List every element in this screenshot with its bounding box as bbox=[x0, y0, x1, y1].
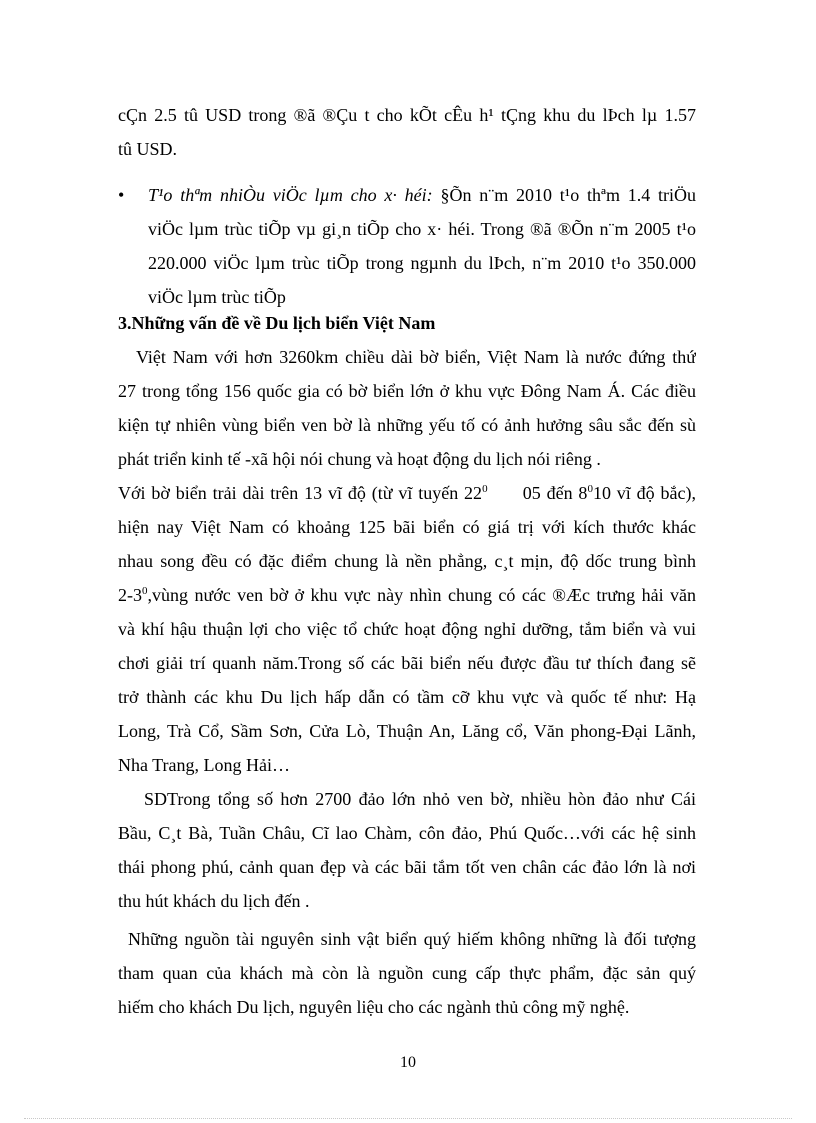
section-heading: 3.Những vấn đề về Du lịch biển Việt Nam bbox=[118, 313, 436, 333]
bullet-lead: T¹o thªm nhiÒu viÖc lµm cho x· héi: bbox=[148, 185, 433, 205]
text-line: hiện nay Việt Nam có khoảng 125 bãi biển có giá trị với kích thước khác bbox=[118, 517, 696, 537]
page-number: 10 bbox=[400, 1054, 416, 1071]
text-fragment: Với bờ biển trải dài trên 13 vĩ độ (từ vĩ tuyến 22 bbox=[118, 483, 483, 503]
paragraph-investment bbox=[118, 98, 696, 166]
bullet-icon: • bbox=[118, 185, 125, 205]
text-line: Bầu, C¸t Bà, Tuần Châu, Cĩ lao Chàm, côn đảo, Phú Quốc…với các hệ sinh bbox=[118, 823, 696, 843]
text-line: Long, Trà Cổ, Sầm Sơn, Cửa Lò, Thuận An, Lăng cổ, Văn phong-Đại Lãnh, bbox=[118, 721, 696, 741]
text-fragment: 05 đến 8 bbox=[487, 483, 588, 503]
text-line bbox=[118, 578, 696, 612]
text-line: viÖc lµm trùc tiÕp vµ gi¸n tiÕp cho x· héi. Trong ®ã ®Õn n¨m 2005 t¹o bbox=[148, 219, 696, 239]
text-line: trở thành các khu Du lịch hấp dẫn có tầm cỡ khu vực và quốc tế như: Hạ bbox=[118, 687, 696, 707]
text-line: 27 trong tổng 156 quốc gia có bờ biển lớn ở khu vực Đông Nam Á. Các điều bbox=[118, 381, 696, 401]
text-line bbox=[118, 476, 696, 510]
text-line: SDTrong tổng số hơn 2700 đảo lớn nhỏ ven bờ, nhiều hòn đảo như Cái bbox=[144, 789, 696, 809]
text-line: thu hút khách du lịch đến . bbox=[118, 891, 310, 911]
paragraph-coastline-first bbox=[136, 340, 696, 374]
degree-superscript: 0 bbox=[587, 483, 593, 495]
text-line: thái phong phú, cảnh quan đẹp và các bãi tắm tốt ven chân các đảo lớn là nơi bbox=[118, 857, 696, 877]
paragraph-islands bbox=[118, 816, 696, 918]
text-fragment: 10 vĩ độ bắc), bbox=[592, 483, 696, 503]
footer-divider bbox=[24, 1118, 792, 1119]
text-line: cÇn 2.5 tû USD trong ®ã ®Çu t cho kÕt cÊu h¹ tÇng khu du lÞch lµ 1.57 bbox=[118, 105, 696, 125]
paragraph-beaches bbox=[118, 476, 696, 782]
text-fragment: 2-3 bbox=[118, 585, 142, 605]
degree-superscript: 0 bbox=[142, 585, 148, 597]
bullet-body bbox=[148, 178, 696, 314]
text-fragment: ,vùng nước ven bờ ở khu vực này nhìn chung có các ®Æc trưng hải văn bbox=[147, 585, 696, 605]
text-line: viÖc lµm trùc tiÕp bbox=[148, 287, 286, 307]
text-line: phát triển kinh tế -xã hội nói chung và hoạt động du lịch nói riêng . bbox=[118, 449, 601, 469]
text-line: tû USD. bbox=[118, 139, 178, 159]
paragraph-resources bbox=[118, 956, 696, 1024]
paragraph-resources-first bbox=[128, 922, 696, 956]
paragraph-islands-first bbox=[144, 782, 696, 816]
text-line: Nha Trang, Long Hải… bbox=[118, 755, 290, 775]
text-line: kiện tự nhiên vùng biển ven bờ là những yếu tố có ảnh hưởng sâu sắc đến sù bbox=[118, 415, 696, 435]
text-line: Những nguồn tài nguyên sinh vật biển quý hiếm không những là đối tượng bbox=[128, 929, 696, 949]
text-line: và khí hậu thuận lợi cho việc tổ chức hoạt động nghỉ dưỡng, tắm biển và vui bbox=[118, 619, 696, 639]
text-line: Việt Nam với hơn 3260km chiều dài bờ biển, Việt Nam là nước đứng thứ bbox=[136, 347, 696, 367]
degree-superscript: 0 bbox=[482, 483, 488, 495]
bullet-lead-rest: §Õn n¨m 2010 t¹o thªm 1.4 triÖu bbox=[432, 185, 696, 205]
text-line: hiếm cho khách Du lịch, nguyên liệu cho các ngành thủ công mỹ nghệ. bbox=[118, 997, 630, 1017]
paragraph-coastline bbox=[118, 374, 696, 476]
text-line: 220.000 viÖc lµm trùc tiÕp trong ngµnh du lÞch, n¨m 2010 t¹o 350.000 bbox=[148, 253, 696, 273]
text-line bbox=[148, 178, 696, 212]
text-line: chơi giải trí quanh năm.Trong số các bãi biển nếu được đầu tư thích đang sẽ bbox=[118, 653, 696, 673]
text-line: nhau song đều có đặc điểm chung là nền phẳng, c¸t mịn, độ dốc trung bình bbox=[118, 551, 696, 571]
text-line: tham quan của khách mà còn là nguồn cung cấp thực phẩm, đặc sản quý bbox=[118, 963, 696, 983]
